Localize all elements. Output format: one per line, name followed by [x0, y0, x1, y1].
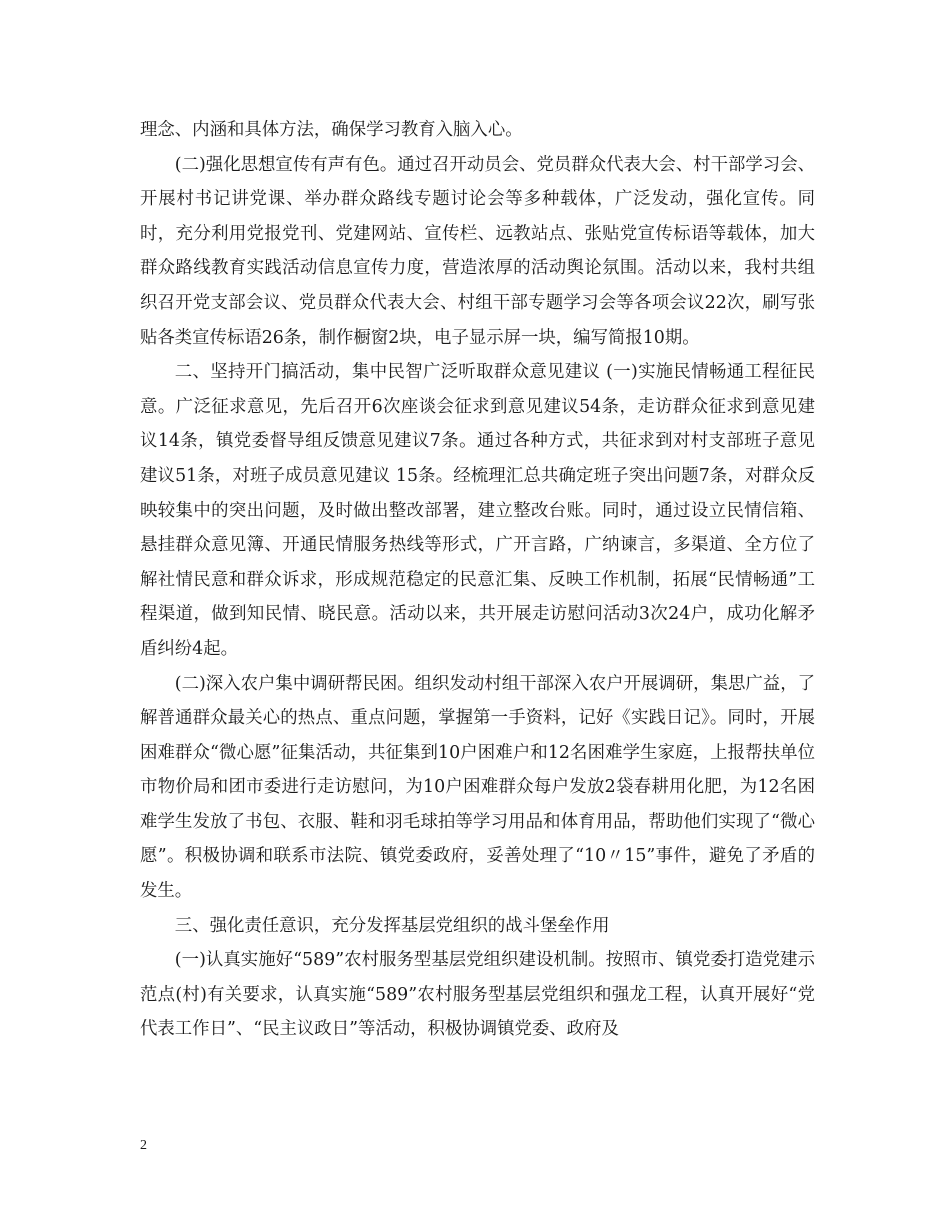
- heading-responsibility: 三、强化责任意识，充分发挥基层党组织的战斗堡垒作用: [174, 915, 610, 936]
- page-number: 2: [140, 1138, 147, 1153]
- paragraph-589-mechanism: (一)认真实施好“589”农村服务型基层党组织建设机制。按照市、镇党委打造党建示范点(村)有关要求，认真实施“589”农村服务型基层党组织和强龙工程，认真开展好“党代表工作日”、“民主议政日”等活动，积极协调镇党委、政府及: [140, 950, 815, 1040]
- paragraph-household-research: (二)深入农户集中调研帮民困。组织发动村组干部深入农户开展调研，集思广益，了解普通群众最关心的热点、重点问题，掌握第一手资料，记好《实践日记》。同时，开展困难群众“微心愿”征集活动，共征集到10户困难户和12名困难学生家庭，上报帮扶单位市物价局和团市委进行走访慰问，为10户困难群众每户发放2袋春耕用化肥，为12名困难学生发放了书包、衣服、鞋和羽毛球拍等学习用品和体育用品，帮助他们实现了“微心愿”。积极协调和联系市法院、镇党委政府，妥善处理了“10〃15”事件，避免了矛盾的发生。: [140, 673, 815, 902]
- document-body: [140, 113, 815, 1047]
- paragraph-ideology-publicity: (二)强化思想宣传有声有色。通过召开动员会、党员群众代表大会、村干部学习会、开展村书记讲党课、举办群众路线专题讨论会等多种载体，广泛发动，强化宣传。同时，充分利用党报党刊、党建网站、宣传栏、远教站点、张贴党宣传标语等载体，加大群众路线教育实践活动信息宣传力度，营造浓厚的活动舆论氛围。活动以来，我村共组织召开党支部会议、党员群众代表大会、村组干部专题学习会等各项会议22次，刷写张贴各类宣传标语26条，制作橱窗2块，电子显示屏一块，编写简报10期。: [140, 154, 815, 348]
- paragraph-open-door-activities: 二、坚持开门搞活动，集中民智广泛听取群众意见建议 (一)实施民情畅通工程征民意。广泛征求意见，先后召开6次座谈会征求到意见建议54条，走访群众征求到意见建议14条，镇党委督导组反馈意见建议7条。通过各种方式，共征求到对村支部班子意见建议51条，对班子成员意见建议 15条。经梳理汇总共确定班子突出问题7条，对群众反映较集中的突出问题，及时做出整改部署，建立整改台账。同时，通过设立民情信箱、悬挂群众意见簿、开通民情服务热线等形式，广开言路，广纳谏言，多渠道、全方位了解社情民意和群众诉求，形成规范稳定的民意汇集、反映工作机制，拓展“民情畅通”工程渠道，做到知民情、晓民意。活动以来，共开展走访慰问活动3次24户，成功化解矛盾纠纷4起。: [140, 362, 815, 659]
- paragraph-continuation: 理念、内涵和具体方法，确保学习教育入脑入心。: [140, 120, 523, 140]
